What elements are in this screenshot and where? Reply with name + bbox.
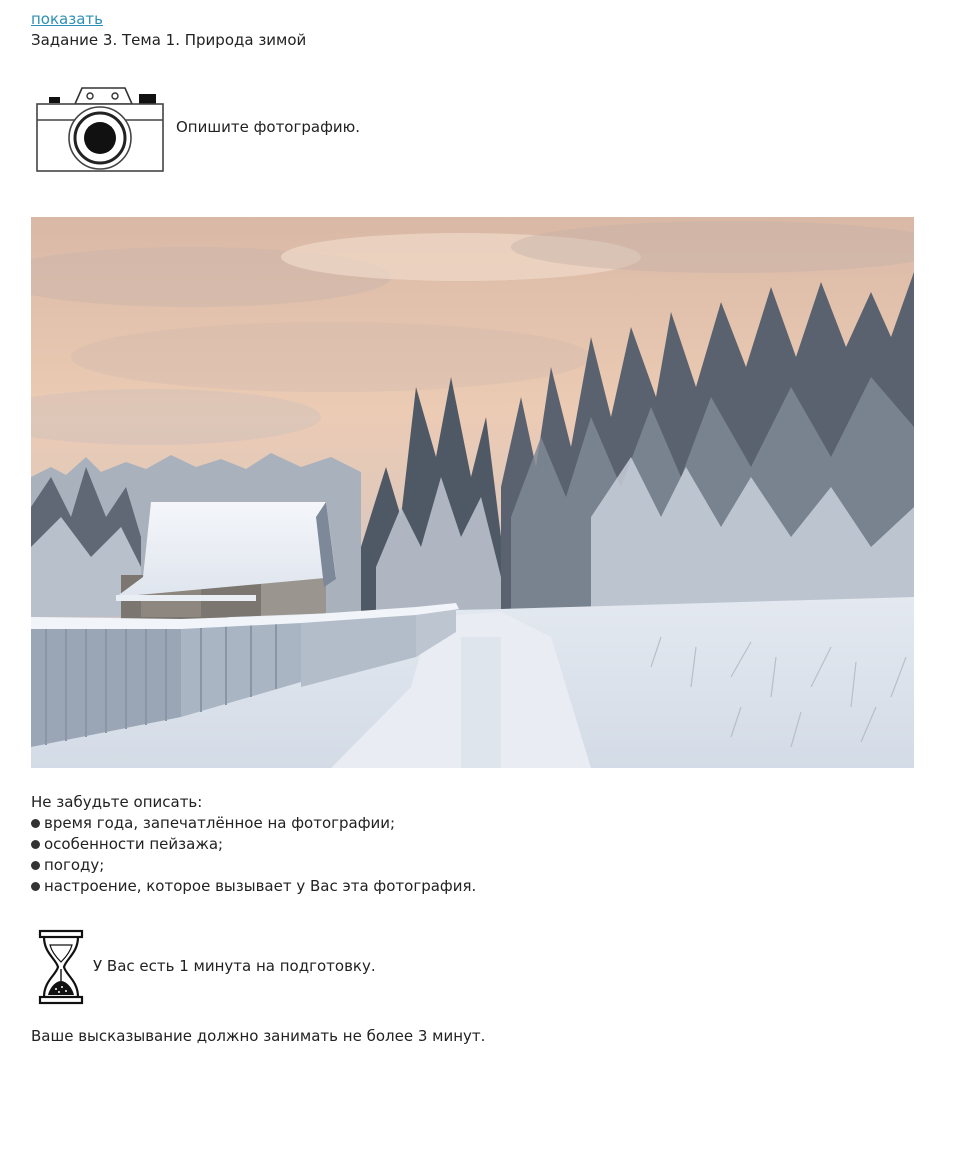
bullet-icon bbox=[31, 840, 40, 849]
list-item-text: особенности пейзажа; bbox=[44, 835, 224, 853]
checklist-intro: Не забудьте описать: bbox=[31, 793, 203, 811]
task-title: Задание 3. Тема 1. Природа зимой bbox=[31, 31, 307, 49]
bullet-icon bbox=[31, 882, 40, 891]
bullet-icon bbox=[31, 861, 40, 870]
camera-icon bbox=[35, 86, 165, 174]
list-item bbox=[31, 855, 476, 876]
list-item bbox=[31, 834, 476, 855]
show-link[interactable]: показать bbox=[31, 10, 103, 28]
hourglass-icon bbox=[38, 929, 84, 1005]
checklist bbox=[31, 792, 476, 897]
preparation-text: У Вас есть 1 минута на подготовку. bbox=[93, 957, 376, 975]
time-limit-text: Ваше высказывание должно занимать не более 3 минут. bbox=[31, 1027, 486, 1045]
list-item bbox=[31, 813, 476, 834]
list-item-text: время года, запечатлённое на фотографии; bbox=[44, 814, 396, 832]
list-item-text: настроение, которое вызывает у Вас эта фотография. bbox=[44, 877, 477, 895]
list-item-text: погоду; bbox=[44, 856, 105, 874]
bullet-icon bbox=[31, 819, 40, 828]
instruction-text: Опишите фотографию. bbox=[176, 118, 361, 136]
list-item bbox=[31, 876, 476, 897]
winter-landscape-photo bbox=[31, 217, 914, 768]
